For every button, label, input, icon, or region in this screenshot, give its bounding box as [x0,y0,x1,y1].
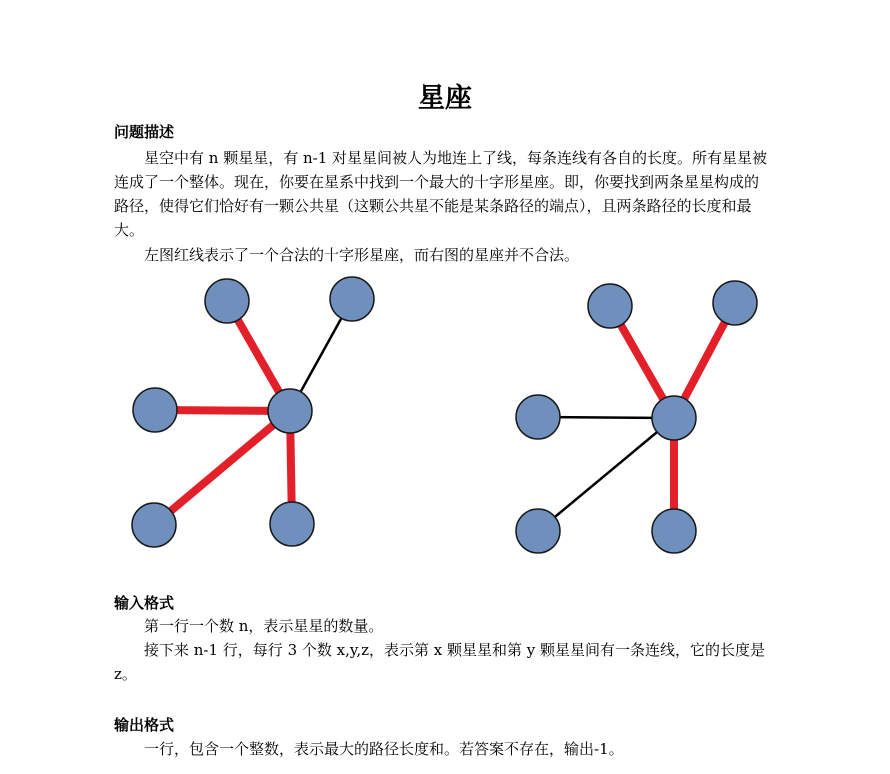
input-heading: 输入格式 [114,594,175,612]
right-node-bottom-right [652,509,696,553]
right-node-top-left [588,284,632,328]
left-constellation-figure [132,277,374,547]
input-paragraph-2: 接下来 n-1 行，每行 3 个数 x,y,z，表示第 x 颗星星和第 y 颗星星间有一条连线，它的长度是 z。 [114,641,766,683]
problem-paragraph-2: 左图红线表示了一个合法的十字形星座，而右图的星座并不合法。 [144,246,580,264]
problem-paragraph-1: 星空中有 n 颗星星，有 n-1 对星星间被人为地连上了线，每条连线有各自的长度。所有星星被连成了一个整体。现在，你要在星系中找到一个最大的十字形星座。即，你要找到两条星星构成的路径，使得它们恰好有一颗公共星（这颗公共星不能是某条路径的端点），且两条路径的长度和最大。 [114,149,768,239]
left-node-bottom-left [132,503,176,547]
left-node-left [133,388,177,432]
right-constellation-figure [516,281,757,553]
right-node-left [516,395,560,439]
output-paragraph-1: 一行，包含一个整数，表示最大的路径长度和。若答案不存在，输出-1。 [144,740,624,758]
right-edge-bottom-left [538,418,674,531]
right-node-bottom-left [516,509,560,553]
left-edge-bottom-left [154,411,290,525]
left-node-bottom-right [270,502,314,546]
page-title: 星座 [418,83,472,114]
input-paragraph-1: 第一行一个数 n，表示星星的数量。 [144,617,384,635]
problem-heading: 问题描述 [114,123,175,141]
left-node-center [268,389,312,433]
output-heading: 输出格式 [114,716,175,734]
left-node-top-right [330,277,374,321]
right-node-top-right [713,281,757,325]
left-node-top-left [205,279,249,323]
right-node-center [652,396,696,440]
